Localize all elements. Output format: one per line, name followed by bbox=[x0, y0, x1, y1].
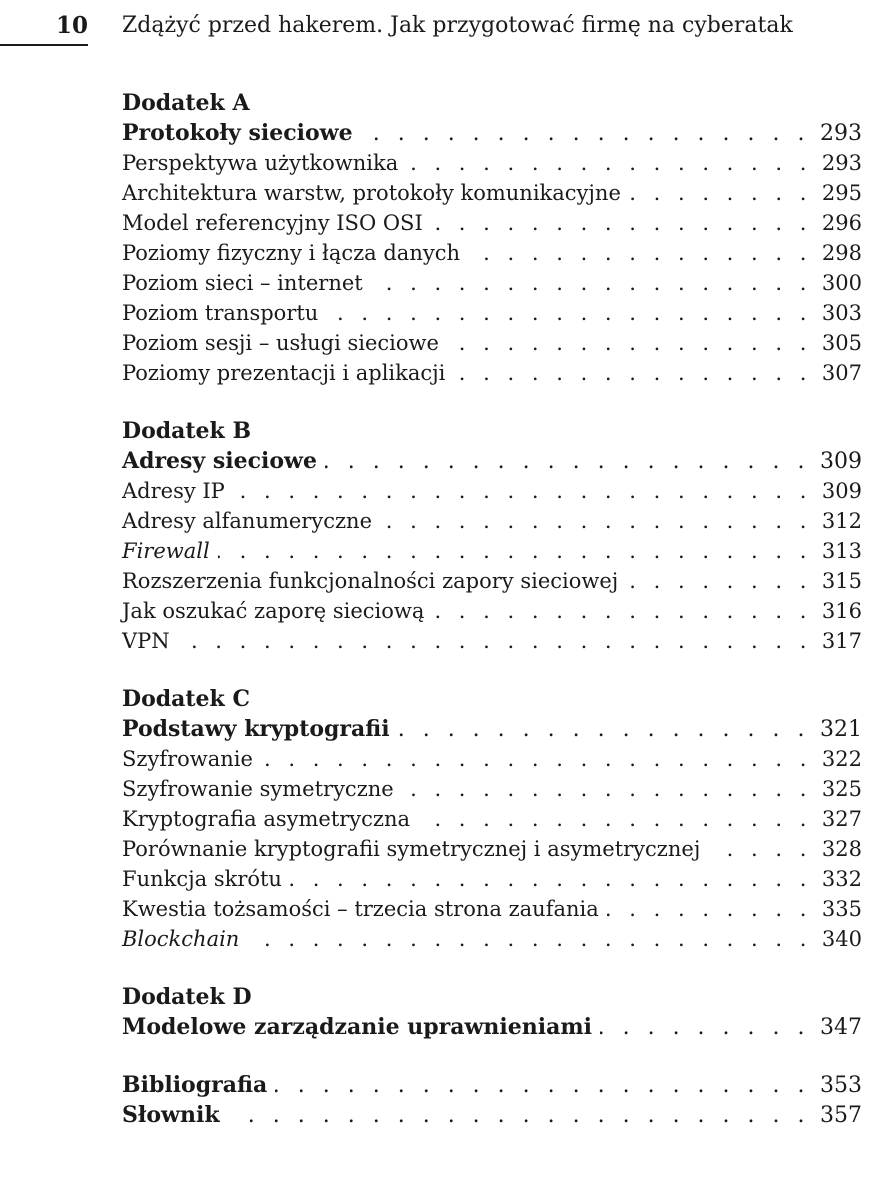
toc-page-number: 309 bbox=[821, 479, 862, 503]
toc-entry bbox=[122, 298, 862, 328]
dot-leader bbox=[380, 506, 812, 536]
toc-entry-label: Protokoły sieciowe bbox=[122, 120, 353, 146]
toc-entry-label: Podstawy kryptografii bbox=[122, 716, 390, 742]
toc-entry-label: Rozszerzenia funkcjonalności zapory sieciowej bbox=[122, 569, 619, 593]
toc-chapter-entry bbox=[122, 1012, 862, 1042]
toc-page-number: 315 bbox=[821, 569, 862, 593]
dot-leader bbox=[290, 864, 812, 894]
toc-entry-label: Model referencyjny ISO OSI bbox=[122, 211, 423, 235]
toc-entry-label: Adresy IP bbox=[122, 479, 225, 503]
toc-page-number: 317 bbox=[821, 629, 862, 653]
dot-leader bbox=[228, 1101, 810, 1131]
toc-page-number: 328 bbox=[821, 837, 862, 861]
appendix-heading: Dodatek C bbox=[122, 686, 250, 712]
toc-entry-label: Adresy alfanumeryczne bbox=[122, 509, 372, 533]
toc-entry bbox=[122, 536, 862, 566]
toc-entry-label: Firewall bbox=[122, 539, 210, 563]
toc-entry-label: Szyfrowanie symetryczne bbox=[122, 777, 394, 801]
dot-leader bbox=[178, 626, 812, 656]
dot-leader bbox=[402, 774, 812, 804]
toc-page-number: 335 bbox=[821, 897, 862, 921]
toc-entry bbox=[122, 596, 862, 626]
dot-leader bbox=[371, 268, 812, 298]
toc-entry-label: Szyfrowanie bbox=[122, 747, 253, 771]
appendix-heading: Dodatek B bbox=[122, 418, 252, 444]
dot-leader bbox=[326, 298, 812, 328]
toc-page-number: 300 bbox=[821, 271, 862, 295]
toc-entry bbox=[122, 834, 862, 864]
toc-section bbox=[122, 1070, 862, 1130]
toc-entry bbox=[122, 148, 862, 178]
toc-page-number: 307 bbox=[821, 361, 862, 385]
toc-entry-label: Poziomy fizyczny i łącza danych bbox=[122, 241, 460, 265]
dot-leader bbox=[325, 447, 810, 477]
dot-leader bbox=[361, 119, 810, 149]
toc-entry-label: Porównanie kryptografii symetrycznej i asymetrycznej bbox=[122, 837, 701, 861]
toc-entry bbox=[122, 328, 862, 358]
toc-entry-label: Słownik bbox=[122, 1102, 220, 1128]
toc-page-number: 309 bbox=[820, 449, 862, 474]
dot-leader bbox=[418, 804, 812, 834]
page-number: 10 bbox=[0, 8, 88, 46]
toc-entry bbox=[122, 238, 862, 268]
toc-entry bbox=[122, 626, 862, 656]
dot-leader bbox=[708, 834, 812, 864]
page-header bbox=[0, 8, 886, 48]
toc-page-number: 327 bbox=[821, 807, 862, 831]
toc-entry bbox=[122, 864, 862, 894]
toc-page-number: 340 bbox=[821, 927, 862, 951]
toc-page-number: 298 bbox=[821, 241, 862, 265]
toc-entry bbox=[122, 178, 862, 208]
appendix-heading: Dodatek A bbox=[122, 90, 250, 116]
toc-entry bbox=[122, 506, 862, 536]
toc-chapter-entry bbox=[122, 1100, 862, 1130]
toc-entry bbox=[122, 804, 862, 834]
toc-entry-label: Poziomy prezentacji i aplikacji bbox=[122, 361, 446, 385]
toc-entry bbox=[122, 476, 862, 506]
toc-section bbox=[122, 684, 862, 954]
toc-section bbox=[122, 416, 862, 656]
toc-entry-label: VPN bbox=[122, 629, 170, 653]
table-of-contents bbox=[122, 88, 862, 1130]
dot-leader bbox=[453, 358, 812, 388]
toc-section bbox=[122, 982, 862, 1042]
toc-chapter-entry bbox=[122, 118, 862, 148]
dot-leader bbox=[432, 596, 812, 626]
toc-page-number: 296 bbox=[821, 211, 862, 235]
toc-entry-label: Jak oszukać zaporę sieciową bbox=[122, 599, 425, 623]
toc-page-number: 293 bbox=[820, 121, 862, 146]
dot-leader bbox=[247, 924, 812, 954]
toc-entry-label: Perspektywa użytkownika bbox=[122, 151, 399, 175]
dot-leader bbox=[398, 715, 810, 745]
toc-entry-label: Kryptografia asymetryczna bbox=[122, 807, 411, 831]
toc-entry-label: Bibliografia bbox=[122, 1072, 268, 1098]
toc-page-number: 321 bbox=[820, 717, 862, 742]
toc-page-number: 295 bbox=[821, 181, 862, 205]
dot-leader bbox=[275, 1071, 810, 1101]
toc-page-number: 305 bbox=[821, 331, 862, 355]
toc-page-number: 353 bbox=[820, 1073, 862, 1098]
toc-entry-label: Poziom transportu bbox=[122, 301, 319, 325]
toc-entry-label: Kwestia tożsamości – trzecia strona zaufania bbox=[122, 897, 599, 921]
toc-page-number: 303 bbox=[821, 301, 862, 325]
toc-entry-label: Adresy sieciowe bbox=[122, 448, 317, 474]
toc-entry bbox=[122, 894, 862, 924]
toc-entry bbox=[122, 566, 862, 596]
dot-leader bbox=[431, 208, 812, 238]
toc-entry-label: Poziom sesji – usługi sieciowe bbox=[122, 331, 439, 355]
appendix-heading: Dodatek D bbox=[122, 984, 252, 1010]
toc-page-number: 312 bbox=[821, 509, 862, 533]
toc-entry-label: Architektura warstw, protokoły komunikacyjne bbox=[122, 181, 621, 205]
toc-entry-label: Modelowe zarządzanie uprawnieniami bbox=[122, 1014, 593, 1040]
toc-chapter-entry bbox=[122, 446, 862, 476]
toc-entry-label: Funkcja skrótu bbox=[122, 867, 282, 891]
dot-leader bbox=[600, 1013, 810, 1043]
dot-leader bbox=[218, 536, 812, 566]
toc-entry-label: Poziom sieci – internet bbox=[122, 271, 363, 295]
toc-chapter-entry bbox=[122, 714, 862, 744]
toc-page-number: 316 bbox=[821, 599, 862, 623]
toc-entry-label: Blockchain bbox=[122, 927, 240, 951]
toc-page-number: 293 bbox=[821, 151, 862, 175]
toc-section bbox=[122, 88, 862, 388]
toc-entry bbox=[122, 924, 862, 954]
toc-page-number: 325 bbox=[821, 777, 862, 801]
dot-leader bbox=[468, 238, 812, 268]
toc-chapter-entry bbox=[122, 1070, 862, 1100]
toc-page-number: 332 bbox=[821, 867, 862, 891]
toc-entry bbox=[122, 208, 862, 238]
dot-leader bbox=[607, 894, 812, 924]
dot-leader bbox=[626, 566, 812, 596]
toc-page-number: 347 bbox=[820, 1015, 862, 1040]
toc-entry bbox=[122, 358, 862, 388]
toc-page-number: 322 bbox=[821, 747, 862, 771]
toc-page-number: 357 bbox=[820, 1103, 862, 1128]
toc-entry bbox=[122, 268, 862, 298]
dot-leader bbox=[629, 178, 812, 208]
toc-page-number: 313 bbox=[821, 539, 862, 563]
dot-leader bbox=[406, 148, 812, 178]
dot-leader bbox=[261, 744, 812, 774]
dot-leader bbox=[447, 328, 812, 358]
dot-leader bbox=[233, 476, 812, 506]
toc-entry bbox=[122, 744, 862, 774]
running-title: Zdążyć przed hakerem. Jak przygotować firmę na cyberatak bbox=[122, 13, 793, 38]
toc-entry bbox=[122, 774, 862, 804]
